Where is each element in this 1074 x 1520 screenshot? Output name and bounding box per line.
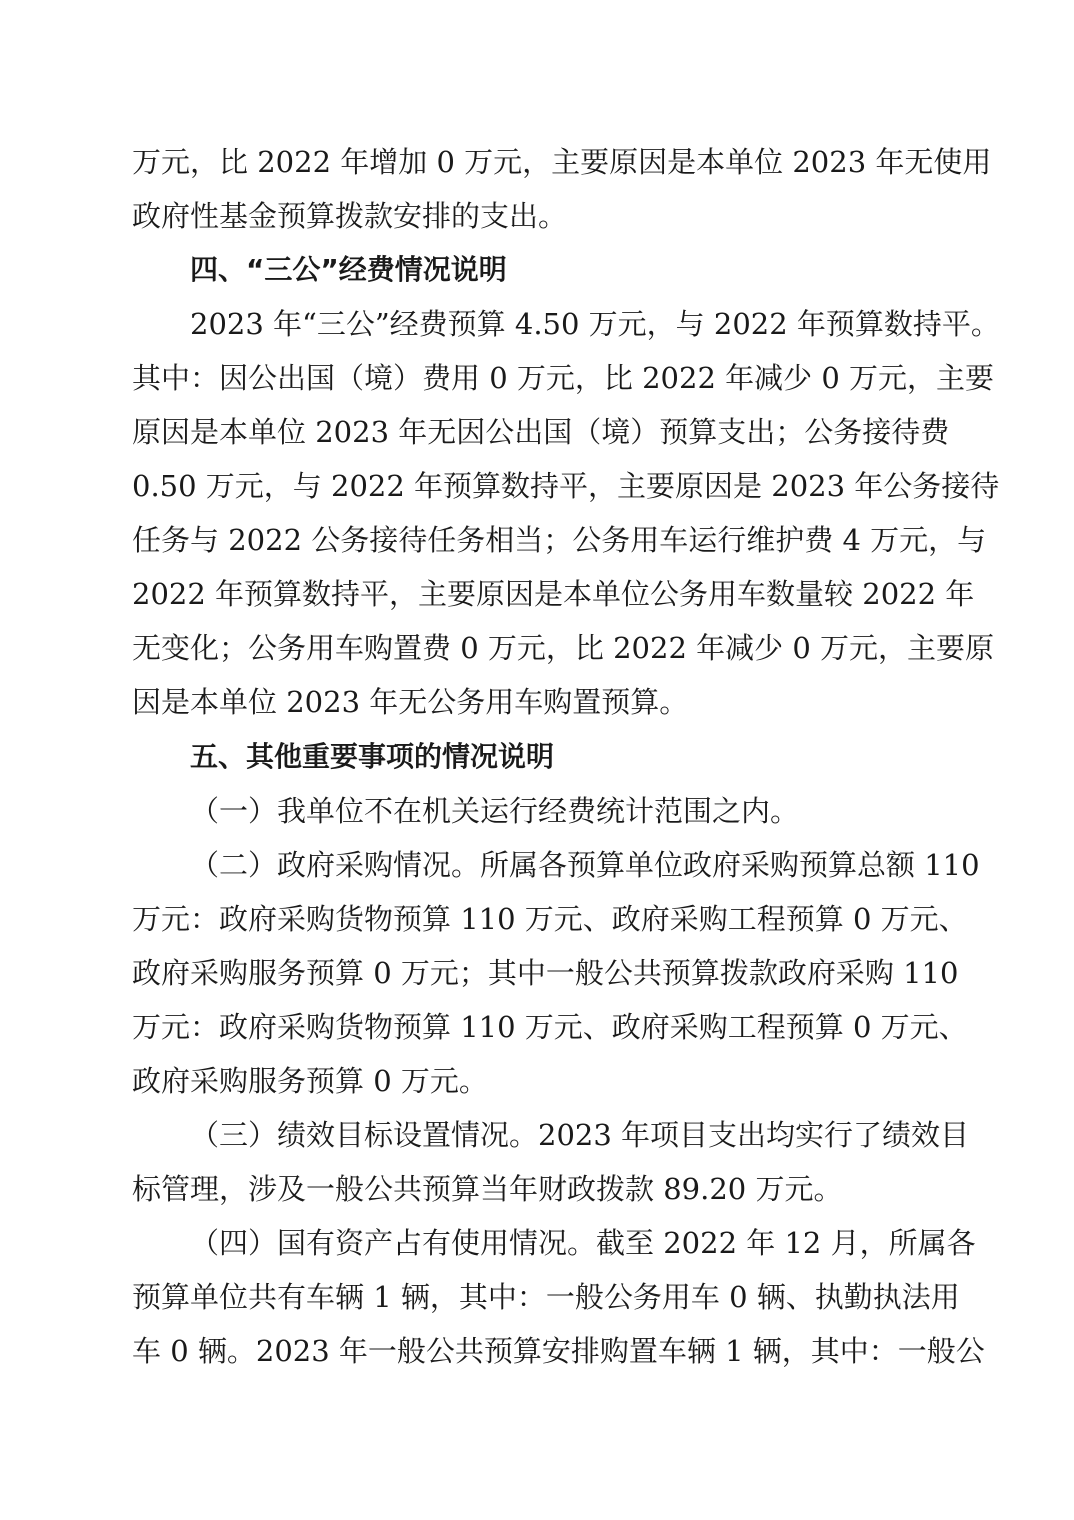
paragraph-line: 任务与 2022 公务接待任务相当；公务用车运行维护费 4 万元，与 xyxy=(132,523,987,557)
paragraph-line: 2022 年预算数持平，主要原因是本单位公务用车数量较 2022 年 xyxy=(132,577,975,611)
paragraph-line: 标管理，涉及一般公共预算当年财政拨款 89.20 万元。 xyxy=(132,1172,843,1206)
paragraph-line: 万元，比 2022 年增加 0 万元，主要原因是本单位 2023 年无使用 xyxy=(132,145,992,179)
paragraph-line: 政府采购服务预算 0 万元。 xyxy=(132,1064,488,1098)
paragraph-line: 其中：因公出国（境）费用 0 万元，比 2022 年减少 0 万元，主要 xyxy=(132,361,995,395)
section-heading-four: 四、“三公”经费情况说明 xyxy=(190,253,507,286)
section-heading-five: 五、其他重要事项的情况说明 xyxy=(190,740,555,773)
paragraph-line: （四）国有资产占有使用情况。截至 2022 年 12 月，所属各 xyxy=(190,1226,976,1260)
paragraph-line: 因是本单位 2023 年无公务用车购置预算。 xyxy=(132,685,689,719)
paragraph-line: 万元：政府采购货物预算 110 万元、政府采购工程预算 0 万元、 xyxy=(132,1010,968,1044)
paragraph-line: 2023 年“三公”经费预算 4.50 万元，与 2022 年预算数持平。 xyxy=(190,307,1000,341)
paragraph-line: （二）政府采购情况。所属各预算单位政府采购预算总额 110 xyxy=(190,848,980,882)
paragraph-line: 0.50 万元，与 2022 年预算数持平，主要原因是 2023 年公务接待 xyxy=(132,469,1000,503)
paragraph-line: 车 0 辆。2023 年一般公共预算安排购置车辆 1 辆，其中：一般公 xyxy=(132,1334,985,1368)
paragraph-line: 预算单位共有车辆 1 辆，其中：一般公务用车 0 辆、执勤执法用 xyxy=(132,1280,960,1314)
paragraph-line: （一）我单位不在机关运行经费统计范围之内。 xyxy=(190,794,800,828)
paragraph-line: 政府采购服务预算 0 万元；其中一般公共预算拨款政府采购 110 xyxy=(132,956,959,990)
paragraph-line: 万元：政府采购货物预算 110 万元、政府采购工程预算 0 万元、 xyxy=(132,902,968,936)
paragraph-line: 无变化；公务用车购置费 0 万元，比 2022 年减少 0 万元，主要原 xyxy=(132,631,995,665)
paragraph-line: （三）绩效目标设置情况。2023 年项目支出均实行了绩效目 xyxy=(190,1118,970,1152)
paragraph-line: 政府性基金预算拨款安排的支出。 xyxy=(132,199,568,233)
paragraph-line: 原因是本单位 2023 年无因公出国（境）预算支出；公务接待费 xyxy=(132,415,950,449)
